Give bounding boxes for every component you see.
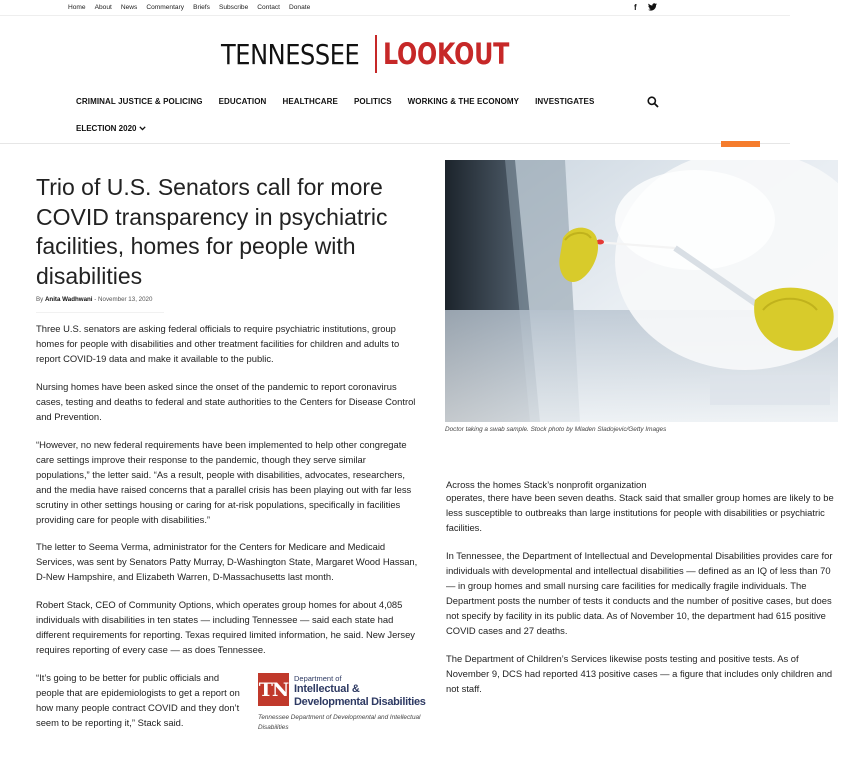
social-links <box>634 3 657 13</box>
nav-healthcare[interactable]: HEALTHCARE <box>282 97 338 106</box>
nav-election-2020[interactable] <box>76 124 146 133</box>
logo-divider <box>375 35 377 73</box>
author-link[interactable]: Anita Wadhwani <box>44 296 93 303</box>
paragraph: operates, there have been seven deaths. Stack said that smaller group homes are likely to be less susceptible to outbreaks than large institutions for people with disabilities or psychiatric facilities. <box>446 492 834 533</box>
twitter-icon[interactable] <box>648 3 657 13</box>
chevron-down-icon <box>139 124 146 133</box>
dept-logo-line2: Intellectual & <box>294 683 360 695</box>
top-nav-home[interactable]: Home <box>68 4 86 11</box>
top-nav-contact[interactable]: Contact <box>257 4 280 11</box>
paragraph: Three U.S. senators are asking federal officials to require psychiatric institutions, group homes for people with disabilities and other treatment facilities for children and adults to report COVID-19 data and make it available to the public. <box>36 323 400 364</box>
logo-lookout: LOOKOUT <box>383 37 510 71</box>
nav-education[interactable]: EDUCATION <box>218 97 267 106</box>
top-nav-subscribe[interactable]: Subscribe <box>218 4 249 11</box>
nav-working-economy[interactable]: WORKING & THE ECONOMY <box>407 97 520 106</box>
top-nav-briefs[interactable]: Briefs <box>193 4 210 11</box>
top-nav <box>68 4 310 11</box>
byline-prefix: By <box>36 296 44 303</box>
site-logo[interactable] <box>221 34 537 74</box>
election-label: ELECTION 2020 <box>76 124 137 133</box>
byline <box>36 296 152 303</box>
dept-logo <box>258 672 428 710</box>
article-title: Trio of U.S. Senators call for more COVID transparency in psychiatric facilities, homes for people with disabilities <box>36 174 388 289</box>
paragraph: Robert Stack, CEO of Community Options, which operates group homes for about 4,085 individuals with disabilities in ten states — including Tennessee — said each state had different requirements for reporting. Texas required limited information, he said. New Jersey requires reporting of every case — as does Tennessee. <box>36 599 415 655</box>
nav-politics[interactable]: POLITICS <box>353 97 392 106</box>
dept-logo-line1: Department of <box>294 674 342 683</box>
search-icon[interactable] <box>647 96 659 108</box>
byline-separator: - <box>94 296 99 303</box>
image-caption: Doctor taking a swab sample. Stock photo by Mladen Sladojevic/Getty Images <box>445 426 667 433</box>
top-nav-commentary[interactable]: Commentary <box>146 4 185 11</box>
top-nav-news[interactable]: News <box>120 4 138 11</box>
paragraph: Across the homes Stack’s nonprofit organization <box>446 479 647 490</box>
facebook-icon[interactable]: f <box>634 3 637 12</box>
paragraph: “It’s going to be better for public officials and people that are epidemiologists to get a report on how many people contract COVID and they don’t seem to be reporting it,” Stack said. <box>36 672 240 728</box>
paragraph: In Tennessee, the Department of Intellectual and Developmental Disabilities provides care for individuals with developmental and intellectual disabilities — defined as an IQ of less than 70 — in group homes and small nursing care facilities for medically fragile individuals. The Department posts the number of tests it conducts and the number of positive cases, but does not specify by facility in its public data. As of November 10, the department had 615 positive COVID cases and 27 deaths. <box>446 550 833 636</box>
paragraph: The Department of Children’s Services likewise posts testing and positive tests. As of November 9, DCS had reported 413 positive cases — a figure that includes only children and not staff. <box>446 653 833 694</box>
logo-tennessee: TENNESSEE <box>221 37 360 71</box>
article-date: November 13, 2020 <box>98 296 153 303</box>
main-nav <box>76 97 594 106</box>
byline-divider <box>36 312 164 313</box>
swab-photo <box>445 160 838 422</box>
top-nav-donate[interactable]: Donate <box>289 4 311 11</box>
hero-image <box>445 160 838 422</box>
top-nav-about[interactable]: About <box>94 4 112 11</box>
dept-logo-caption: Tennessee Department of Developmental and Intellectual Disabilities <box>258 714 421 731</box>
accent-tab <box>721 141 760 147</box>
dept-logo-line3: Developmental Disabilities <box>294 696 426 708</box>
nav-criminal-justice[interactable]: CRIMINAL JUSTICE & POLICING <box>76 97 203 106</box>
paragraph: The letter to Seema Verma, administrator for the Centers for Medicare and Medicaid Services, was sent by Senators Patty Murray, D-Washington State, Margaret Wood Hassan, D-New Hampshire, and Elizabeth Warren, D-Massachusetts last month. <box>36 541 418 582</box>
nav-divider <box>0 143 790 144</box>
nav-investigates[interactable]: INVESTIGATES <box>535 97 595 106</box>
tn-mark: TN <box>258 673 289 706</box>
top-utility-bar <box>0 0 790 16</box>
paragraph: “However, no new federal requirements have been implemented to help other congregate care settings improve their response to the pandemic, though they serve similar populations,” the letter said. “As a result, people with disabilities, advocates, researchers, and the media have raised concerns that a parallel crisis has been playing out with far less scrutiny in other settings housing or caring for at-risk populations, specifically in facilities providing care for people with disabilities.” <box>36 439 412 525</box>
paragraph: Nursing homes have been asked since the onset of the pandemic to report coronavirus cases, testing and deaths to federal and state authorities to the Centers for Disease Control and Prevention. <box>36 381 416 422</box>
